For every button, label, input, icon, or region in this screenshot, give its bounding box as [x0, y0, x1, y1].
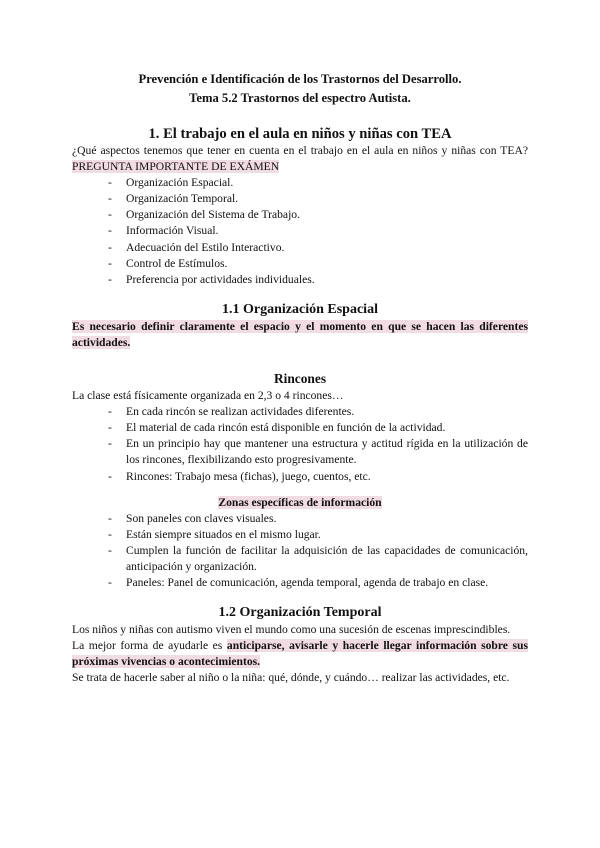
list-item: - Paneles: Panel de comunicación, agenda temporal, agenda de trabajo en clase.	[108, 575, 528, 591]
section11-statement-text: Es necesario definir claramente el espacio y el momento en que se hacen las diferentes actividades.	[72, 319, 528, 349]
section12-p2-start: La mejor forma de ayudarle es	[72, 639, 227, 653]
list-item: - Adecuación del Estilo Interactivo.	[108, 240, 528, 256]
section11-heading: 1.1 Organización Espacial	[222, 301, 378, 317]
list-item: - Información Visual.	[108, 223, 528, 239]
list-item: - El material de cada rincón está disponible en función de la actividad.	[108, 420, 528, 436]
list-item: - Son paneles con claves visuales.	[108, 511, 528, 527]
exam-note: PREGUNTA IMPORTANTE DE EXÁMEN	[72, 160, 280, 174]
rincones-intro: La clase está físicamente organizada en 2,3 o 4 rincones…	[72, 389, 344, 403]
section12-p1: Los niños y niñas con autismo viven el mundo como una sucesión de escenas imprescindibles.	[72, 623, 511, 637]
section12-p3: Se trata de hacerle saber al niño o la niña: qué, dónde, y cuándo… realizar las actividades, etc.	[72, 671, 510, 685]
section12-p2-highlight: anticiparse, avisarle y hacerle llegar información sobre sus próximas vivencias o acontecimientos.	[72, 639, 528, 669]
list-item: - Cumplen la función de facilitar la adquisición de las capacidades de comunicación, anticipación y organización.	[108, 543, 528, 575]
list-item: - Control de Estímulos.	[108, 256, 528, 272]
list-item: - Organización Espacial.	[108, 175, 528, 191]
document-page	[72, 70, 528, 686]
section1-list	[72, 175, 528, 288]
list-item: - Preferencia por actividades individuales.	[108, 272, 528, 288]
list-item: - Organización del Sistema de Trabajo.	[108, 207, 528, 223]
zonas-heading	[72, 495, 528, 511]
section1-intro	[72, 143, 528, 175]
section12-p2	[72, 638, 528, 670]
rincones-list	[72, 404, 528, 484]
section1-question: ¿Qué aspectos tenemos que tener en cuenta en el trabajo en el aula en niños y niñas con TEA?	[72, 144, 528, 157]
zonas-heading-text: Zonas específicas de información	[218, 495, 382, 509]
list-item: - Están siempre situados en el mismo lugar.	[108, 527, 528, 543]
list-item: - Rincones: Trabajo mesa (fichas), juego, cuentos, etc.	[108, 469, 528, 485]
document-title-line1: Prevención e Identificación de los Trastornos del Desarrollo.	[138, 72, 462, 86]
section12-heading: 1.2 Organización Temporal	[218, 605, 382, 621]
section1-heading: 1. El trabajo en el aula en niños y niñas con TEA	[148, 126, 452, 142]
zonas-list	[72, 511, 528, 591]
section11-statement	[72, 319, 528, 351]
document-title-line2: Tema 5.2 Trastornos del espectro Autista.	[189, 91, 411, 105]
rincones-heading: Rincones	[273, 371, 327, 387]
list-item: - En un principio hay que mantener una estructura y actitud rígida en la utilización de los rincones, flexibilizando esto progresivamente.	[108, 436, 528, 468]
list-item: - En cada rincón se realizan actividades diferentes.	[108, 404, 528, 420]
list-item: - Organización Temporal.	[108, 191, 528, 207]
